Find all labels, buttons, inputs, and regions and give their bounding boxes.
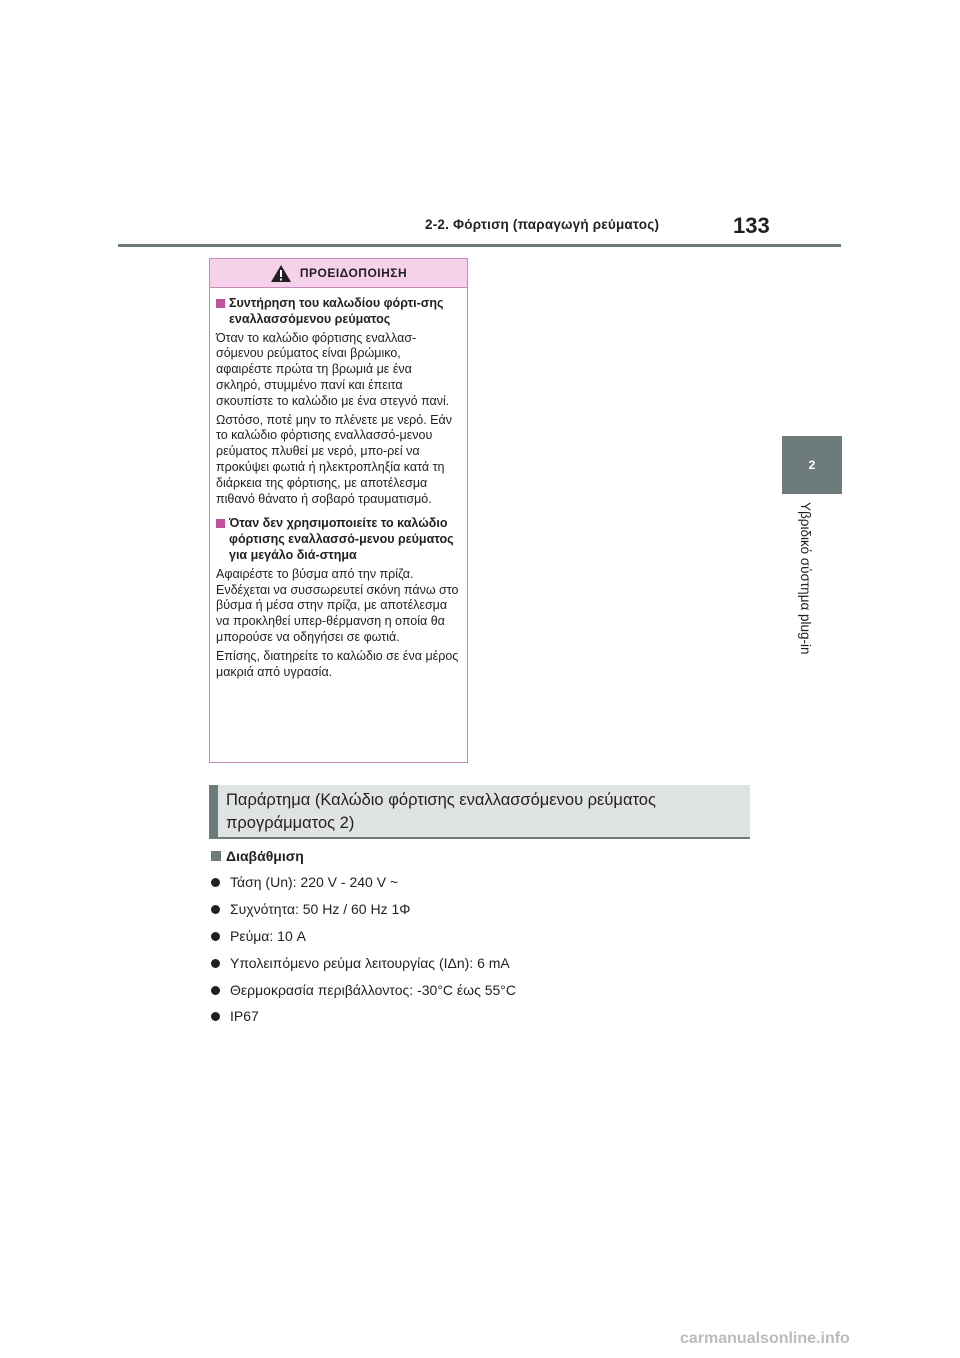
bullet-dot-icon (211, 905, 220, 914)
bullet-dot-icon (211, 878, 220, 887)
warning-paragraph: Ωστόσο, ποτέ μην το πλένετε με νερό. Εάν το καλώδιο φόρτισης εναλλασσό-μενου ρεύματος πλυθεί με νερό, μπο-ρεί να προκύψει φωτιά ή ηλεκτροπληξία κατά τη διάρκεια της φόρτισης, με αποτέλεσμα πιθανό θάνατο ή σοβαρό τραυματισμό. (216, 412, 452, 506)
warning-header (210, 259, 467, 288)
header-title: 2-2. Φόρτιση (παραγωγή ρεύματος) (425, 217, 660, 232)
warning-title: ΠΡΟΕΙΔΟΠΟΙΗΣΗ (299, 266, 408, 280)
spec-item: Θερμοκρασία περιβάλλοντος: -30°C έως 55°C (211, 982, 516, 998)
warning-triangle-icon (270, 264, 292, 283)
spec-item: IP67 (211, 1008, 259, 1024)
spec-item: Συχνότητα: 50 Hz / 60 Hz 1Φ (211, 901, 410, 917)
warning-box (209, 258, 468, 763)
bullet-dot-icon (211, 959, 220, 968)
spec-item: Τάση (Un): 220 V - 240 V ~ (211, 874, 398, 890)
bullet-dot-icon (211, 1012, 220, 1021)
spec-item: Υπολειπόμενο ρεύμα λειτουργίας (IΔn): 6 mA (211, 955, 510, 971)
page-number: 133 (733, 213, 770, 238)
chapter-label: Υβριδικό σύστημα plug-in (798, 502, 813, 655)
warning-body (210, 288, 467, 680)
specs-heading: Διαβάθμιση (211, 848, 304, 864)
warning-subheading: Όταν δεν χρησιμοποιείτε το καλώδιο φόρτισης εναλλασσό-μενου ρεύματος για μεγάλο διά-στημα (216, 516, 460, 563)
warning-paragraph: Επίσης, διατηρείτε το καλώδιο σε ένα μέρος μακριά από υγρασία. (216, 648, 459, 679)
warning-paragraph: Όταν το καλώδιο φόρτισης εναλλασ-σόμενου ρεύματος είναι βρώμικο, αφαιρέστε πρώτα τη βρωμιά με ένα σκληρό, στυμμένο πανί και έπειτα σκουπίστε το καλώδιο με ένα στεγνό πανί. (216, 330, 450, 408)
section-heading: Παράρτημα (Καλώδιο φόρτισης εναλλασσόμενου ρεύματος προγράμματος 2) (209, 785, 750, 839)
bullet-dot-icon (211, 932, 220, 941)
spec-item: Ρεύμα: 10 A (211, 928, 306, 944)
warning-subheading: Συντήρηση του καλωδίου φόρτι-σης εναλλασσόμενου ρεύματος (216, 296, 460, 328)
square-bullet-icon (216, 519, 225, 528)
square-bullet-icon (216, 299, 225, 308)
square-bullet-icon (211, 851, 221, 861)
header-rule (118, 244, 841, 247)
chapter-tab (782, 436, 842, 494)
footer-watermark: carmanualsonline.info (680, 1330, 850, 1347)
warning-paragraph: Αφαιρέστε το βύσμα από την πρίζα. Ενδέχεται να συσσωρευτεί σκόνη πάνω στο βύσμα ή μέσα στην πρίζα, με αποτέλεσμα να προκληθεί υπερ-θέρμανση η οποία θα μπορούσε να οδηγήσει σε φωτιά. (216, 566, 459, 644)
chapter-number: 2 (808, 458, 816, 472)
bullet-dot-icon (211, 986, 220, 995)
